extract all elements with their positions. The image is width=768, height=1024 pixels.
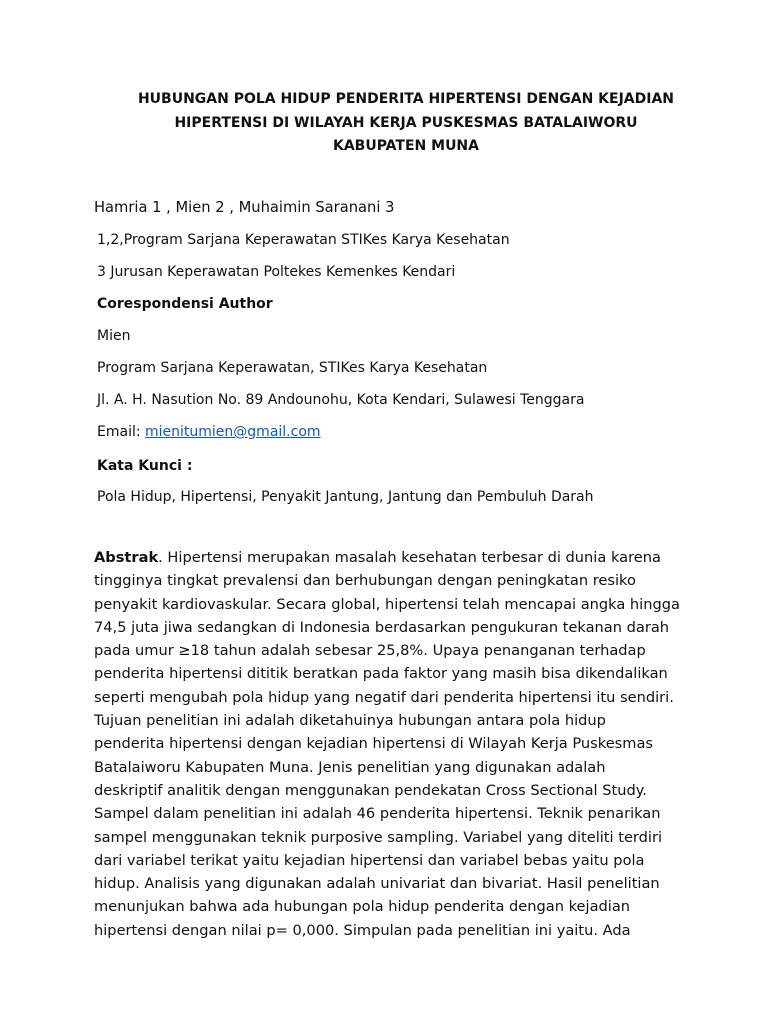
correspondence-institution: Program Sarjana Keperawatan, STIKes Karya Kesehatan <box>97 360 488 376</box>
abstract-line: seperti mengubah pola hidup yang negatif dari penderita hipertensi itu sendiri. <box>94 688 674 706</box>
abstract-line: dari variabel terikat yaitu kejadian hipertensi dan variabel bebas yaitu pola <box>94 851 645 869</box>
abstract-line: 74,5 juta jiwa sedangkan di Indonesia berdasarkan pengukuran tekanan darah <box>94 618 670 636</box>
keywords-text: Pola Hidup, Hipertensi, Penyakit Jantung, Jantung dan Pembuluh Darah <box>97 489 594 505</box>
correspondence-heading: Corespondensi Author <box>97 296 273 312</box>
abstract-line: tingginya tingkat prevalensi dan berhubungan dengan peningkatan resiko <box>94 572 636 590</box>
correspondence-name: Mien <box>97 328 131 344</box>
email-link[interactable]: mienitumien@gmail.com <box>145 424 321 440</box>
abstract-first-line: . Hipertensi merupakan masalah kesehatan terbesar di dunia karena <box>158 549 661 566</box>
abstract-line: penderita hipertensi dititik beratkan pada faktor yang masih bisa dikendalikan <box>94 665 668 683</box>
abstract-line: sampel menggunakan teknik purposive sampling. Variabel yang diteliti terdiri <box>94 828 663 846</box>
paper-title <box>0 88 768 159</box>
abstract <box>94 546 694 942</box>
keywords-heading: Kata Kunci : <box>97 458 193 474</box>
author-list: Hamria 1 , Mien 2 , Muhaimin Saranani 3 <box>94 199 395 216</box>
abstract-line: penderita hipertensi dengan kejadian hipertensi di Wilayah Kerja Puskesmas <box>94 735 654 753</box>
title-line: KABUPATEN MUNA <box>332 138 479 154</box>
abstract-label: Abstrak <box>94 549 159 566</box>
abstract-line: penyakit kardiovaskular. Secara global, hipertensi telah mencapai angka hingga <box>94 595 680 613</box>
correspondence-address: Jl. A. H. Nasution No. 89 Andounohu, Kota Kendari, Sulawesi Tenggara <box>97 392 585 408</box>
email-line <box>97 423 321 441</box>
abstract-line: menunjukan bahwa ada hubungan pola hidup penderita dengan kejadian <box>94 898 631 916</box>
abstract-line: deskriptif analitik dengan menggunakan pendekatan Cross Sectional Study. <box>94 781 647 799</box>
abstract-line: Sampel dalam penelitian ini adalah 46 penderita hipertensi. Teknik penarikan <box>94 805 661 823</box>
affiliation-2: 3 Jurusan Keperawatan Poltekes Kemenkes Kendari <box>97 264 456 280</box>
abstract-line: Batalaiworu Kabupaten Muna. Jenis penelitian yang digunakan adalah <box>94 758 606 776</box>
abstract-line: hidup. Analisis yang digunakan adalah univariat dan bivariat. Hasil penelitian <box>94 875 660 893</box>
abstract-line: hipertensi dengan nilai p= 0,000. Simpulan pada penelitian ini yaitu. Ada <box>94 921 631 939</box>
abstract-line: Tujuan penelitian ini adalah diketahuinya hubungan antara pola hidup <box>94 712 606 730</box>
title-line: HUBUNGAN POLA HIDUP PENDERITA HIPERTENSI DENGAN KEJADIAN <box>137 91 675 107</box>
email-label: Email: <box>97 424 141 440</box>
abstract-line: pada umur ≥18 tahun adalah sebesar 25,8%. Upaya penanganan terhadap <box>94 642 646 660</box>
affiliation-1: 1,2,Program Sarjana Keperawatan STIKes Karya Kesehatan <box>97 232 510 248</box>
title-line: HIPERTENSI DI WILAYAH KERJA PUSKESMAS BATALAIWORU <box>174 114 638 131</box>
abstract-line <box>94 546 694 569</box>
